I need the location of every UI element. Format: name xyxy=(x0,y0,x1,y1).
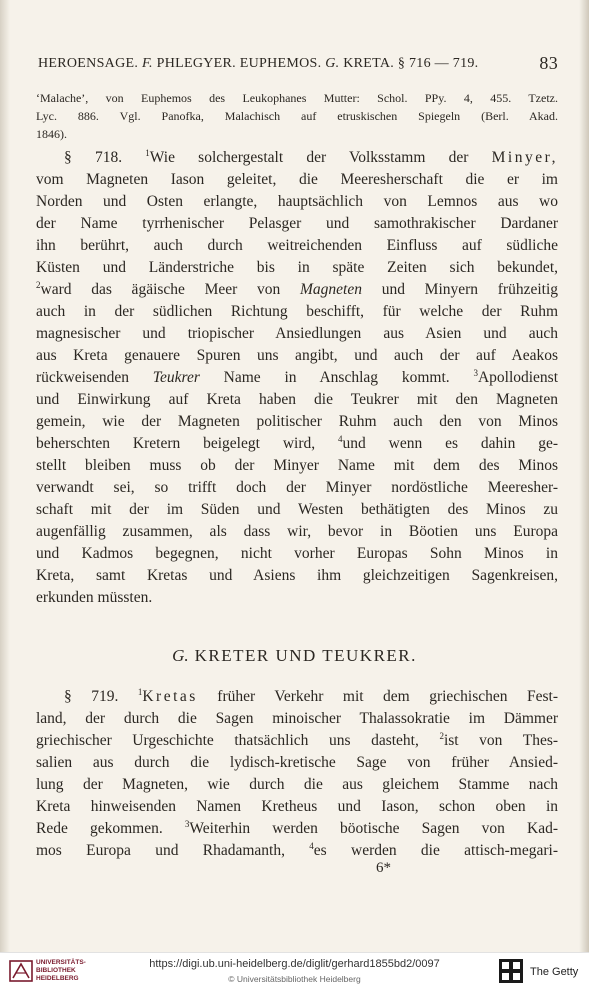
section-heading xyxy=(0,646,589,666)
footnote-line: 1846). xyxy=(36,127,67,141)
footnote-continuation xyxy=(36,89,558,143)
text-line: gemein, wie der Magneten politischer Ruhm auch den von Minos xyxy=(36,413,558,430)
text-line: land, der durch die Sagen minoischer Thalassokratie im Dämmer xyxy=(36,710,558,727)
text-run: beherschten Kretern beigelegt wird, xyxy=(36,435,316,452)
text-run: und wenn es dahin ge- xyxy=(342,435,559,452)
running-head-middle: PHLEGYER. EUPHEMOS. xyxy=(156,56,322,71)
note-marker: 2 xyxy=(439,730,444,741)
library-name-line: HEIDELBERG xyxy=(36,975,79,982)
text-line: Kreta, samt Kretas und Asiens ihm gleichzeitigen Sagenkreisen, xyxy=(36,567,558,584)
text-line xyxy=(36,433,558,455)
note-marker: 3 xyxy=(473,367,478,378)
signature-mark: 6* xyxy=(376,860,391,876)
page-number: 83 xyxy=(539,53,558,73)
note-marker: 2 xyxy=(36,279,41,290)
note-marker: 3 xyxy=(184,818,190,829)
running-head xyxy=(38,53,558,73)
italic-word: Teukrer xyxy=(152,369,200,386)
text-line: magnesischer und triopischer Ansiedlungen aus Asien und auch xyxy=(36,325,558,342)
text-line xyxy=(36,840,558,862)
copyright-notice: © Universitätsbibliothek Heidelberg xyxy=(228,974,361,984)
paragraph-718 xyxy=(36,147,558,609)
section-number: § 718. xyxy=(64,149,123,166)
text-run: Weiterhin werden böotische Sagen von Kad- xyxy=(189,820,558,837)
text-line: Kreta hinweisenden Namen Kretheus und Iason, schon oben in xyxy=(36,798,558,815)
text-line xyxy=(36,730,558,752)
note-marker: 4 xyxy=(338,433,343,444)
permalink-url[interactable]: https://digi.ub.uni-heidelberg.de/diglit/gerhard1855bd2/0097 xyxy=(149,958,440,970)
spaced-word: Minyer, xyxy=(491,149,558,166)
section-letter: G. xyxy=(172,646,189,665)
text-run: ist von Thes- xyxy=(443,732,559,749)
text-line: und Einwirkung auf Kreta haben die Teukrer mit den Magneten xyxy=(36,391,558,408)
text-run: und Minyern frühzeitig xyxy=(381,281,559,298)
library-name-line: BIBLIOTHEK xyxy=(36,967,76,974)
text-run: Name in Anschlag kommt. xyxy=(223,369,450,386)
text-line: und Kadmos begegnen, nicht vorher Europas Sohn Minos in xyxy=(36,545,558,562)
note-marker: 4 xyxy=(309,840,314,851)
text-line: der Name tyrrhenischer Pelasger und samothrakischer Dardaner xyxy=(36,215,558,232)
text-run: früher Verkehr mit dem griechischen Fest- xyxy=(217,688,559,705)
text-line xyxy=(36,686,558,708)
text-run: Wie solchergestalt der Volksstamm der xyxy=(149,149,469,166)
spaced-word: Kretas xyxy=(142,688,198,705)
text-line: vom Magneten Iason geleitet, die Meeresherschaft die er im xyxy=(36,171,558,188)
running-head-right: KRETA. § 716 — 719. xyxy=(343,56,479,71)
text-line: erkunden müssten. xyxy=(36,589,153,606)
italic-word: Magneten xyxy=(300,281,362,298)
getty-name: The Getty xyxy=(530,966,579,978)
text-line xyxy=(36,279,558,301)
text-line: augenfällig zusammen, als dass wir, bevor in Böotien uns Europa xyxy=(36,523,558,540)
text-line: lung der Magneten, wie durch die aus gleichem Stamme nach xyxy=(36,776,558,793)
text-run: griechischer Urgeschichte thatsächlich uns dasteht, xyxy=(36,732,419,749)
text-run: es werden die attisch-megari- xyxy=(313,842,558,859)
section-number: § 719. xyxy=(64,688,119,705)
text-line: schaft mit der im Süden und Westen bethätigten des Minos zu xyxy=(36,501,558,518)
text-line: stellt bleiben muss ob der Minyer Name mit dem des Minos xyxy=(36,457,558,474)
text-line xyxy=(36,367,558,389)
viewer-footer xyxy=(0,952,589,990)
running-head-left: HEROENSAGE. xyxy=(38,56,139,71)
text-line: ihn berührt, auch durch weitreichenden Einfluss auf südliche xyxy=(36,237,558,254)
note-marker: 1 xyxy=(145,147,150,158)
getty-logo-icon[interactable] xyxy=(498,958,524,984)
text-line xyxy=(36,818,558,840)
text-run: Rede gekommen. xyxy=(36,820,163,837)
text-line: Küsten und Länderstriche bis in späte Zeiten sich bekundet, xyxy=(36,259,558,276)
note-marker: 1 xyxy=(137,686,143,697)
text-line: auch in der südlichen Richtung beschifft, für welche der Ruhm xyxy=(36,303,558,320)
text-line: verwandt sei, so trifft doch der Minyer nordöstliche Meeresher- xyxy=(36,479,558,496)
text-line: salien aus durch die lydisch-kretische Sage von früher Ansied- xyxy=(36,754,558,771)
text-run: mos Europa und Rhadamanth, xyxy=(36,842,285,859)
text-run: rückweisenden xyxy=(36,369,129,386)
page-gutter-left xyxy=(0,0,10,952)
text-run: Apollodienst xyxy=(477,369,559,386)
running-head-g-label: G. xyxy=(325,56,340,71)
running-head-f-label: F. xyxy=(141,56,153,71)
text-line: Norden und Osten erlangte, hauptsächlich von Lemnos aus wo xyxy=(36,193,558,210)
footnote-line: Lyc. 886. Vgl. Panofka, Malachisch auf etruskischen Spiegeln (Berl. Akad. xyxy=(36,109,558,123)
paragraph-719 xyxy=(36,686,558,862)
text-line: aus Kreta genauere Spuren uns angibt, und auch der auf Aeakos xyxy=(36,347,558,364)
library-name-line: UNIVERSITÄTS- xyxy=(36,959,86,966)
text-run: ward das ägäische Meer von xyxy=(40,281,281,298)
text-line xyxy=(36,147,558,169)
section-title: KRETER UND TEUKRER. xyxy=(194,646,417,665)
page-gutter-right xyxy=(579,0,589,952)
footnote-line: ‘Malache’, von Euphemos des Leukophanes Mutter: Schol. PPy. 4, 455. Tzetz. xyxy=(36,91,558,105)
